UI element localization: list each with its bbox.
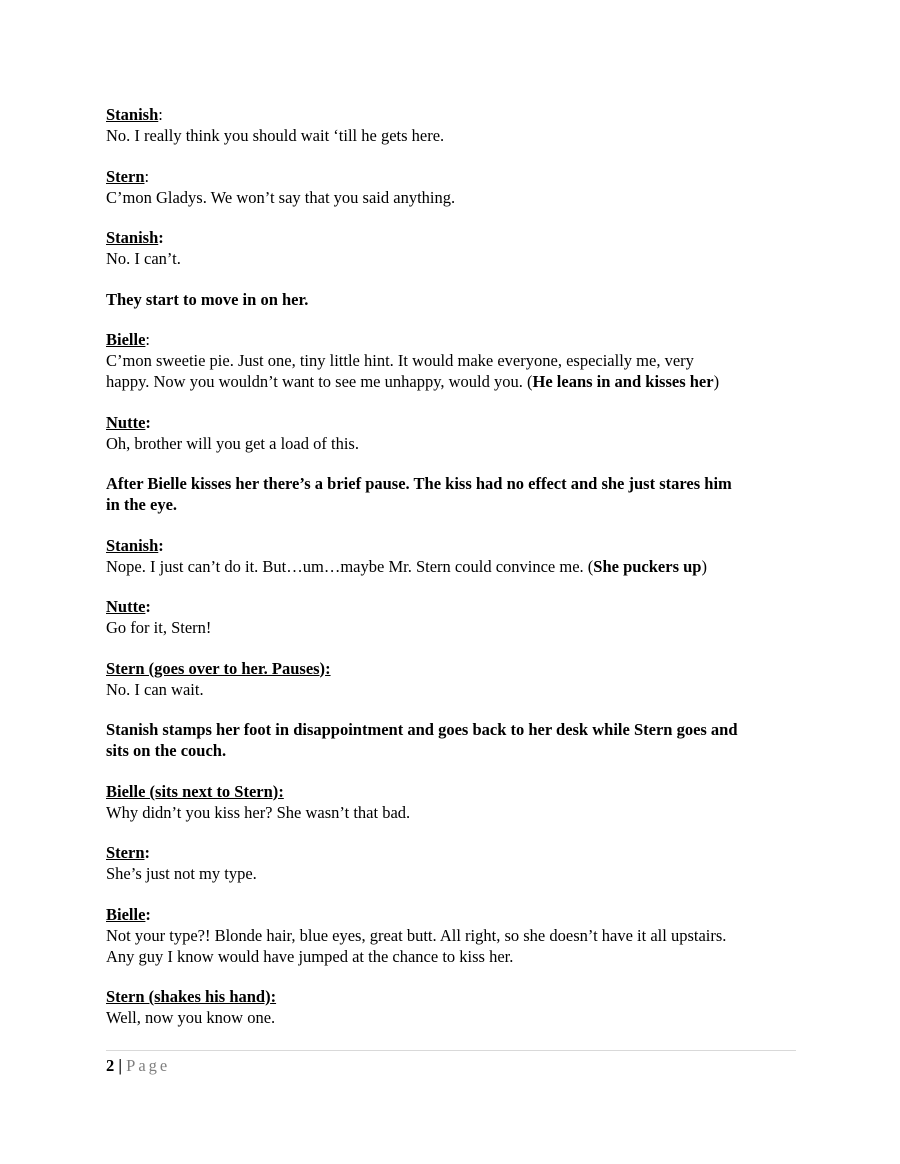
dialogue-line: C’mon sweetie pie. Just one, tiny little hint. It would make everyone, especially me, very [106,351,694,370]
page-label: Page [126,1056,171,1075]
dialogue-line: No. I can’t. [106,249,181,268]
dialogue-block [106,329,796,392]
dialogue-block [106,842,796,884]
speaker-name: Stanish: [106,105,163,124]
speaker-name: Nutte: [106,412,151,432]
dialogue-block [106,904,796,967]
dialogue-line: She’s just not my type. [106,864,257,883]
speaker-name: Stern: [106,843,150,862]
dialogue-line: Oh, brother will you get a load of this. [106,433,359,453]
dialogue-block [106,986,796,1028]
speaker-name: Stanish: [106,535,164,555]
dialogue-line: Go for it, Stern! [106,618,212,637]
script-page [106,104,796,1048]
speaker-name: Stern (shakes his hand): [106,987,277,1006]
speaker-name: Stern: [106,166,150,186]
stage-direction: After Bielle kisses her there’s a brief pause. The kiss had no effect and she just stares him in the eye. [106,474,732,514]
inline-stage-direction: She puckers up [593,556,702,576]
speaker-name: Stern (goes over to her. Pauses): [106,658,331,678]
page-footer [106,1050,796,1076]
dialogue-block [106,535,796,577]
dialogue-line: C’mon Gladys. We won’t say that you said anything. [106,187,456,207]
speaker-name: Bielle: [106,330,150,349]
dialogue-line: No. I can wait. [106,679,204,699]
footer-separator: | [114,1056,127,1075]
dialogue-line: happy. Now you wouldn’t want to see me unhappy, would you. (He leans in and kisses her) [106,372,720,391]
stage-direction: Stanish stamps her foot in disappointment and goes back to her desk while Stern goes and sits on the couch. [106,720,738,760]
dialogue-line: Not your type?! Blonde hair, blue eyes, great butt. All right, so she doesn’t have it all upstairs. [106,925,727,945]
stage-direction: They start to move in on her. [106,289,309,309]
dialogue-block [106,781,796,823]
speaker-name: Stanish: [106,228,164,247]
page-number: 2 [106,1056,115,1075]
dialogue-line: Well, now you know one. [106,1008,276,1027]
dialogue-block [106,227,796,269]
dialogue-line: No. I really think you should wait ‘till he gets here. [106,126,445,145]
dialogue-block [106,166,796,208]
speaker-name: Nutte: [106,597,151,616]
dialogue-block [106,596,796,638]
dialogue-line: Any guy I know would have jumped at the chance to kiss her. [106,946,514,966]
dialogue-line: Nope. I just can’t do it. But…um…maybe Mr. Stern could convince me. (She puckers up) [106,556,707,576]
dialogue-block [106,104,796,146]
speaker-name: Bielle: [106,904,151,924]
dialogue-block [106,658,796,700]
speaker-name: Bielle (sits next to Stern): [106,781,284,801]
inline-stage-direction: He leans in and kisses her [532,372,714,391]
dialogue-block [106,412,796,454]
dialogue-line: Why didn’t you kiss her? She wasn’t that bad. [106,802,411,822]
